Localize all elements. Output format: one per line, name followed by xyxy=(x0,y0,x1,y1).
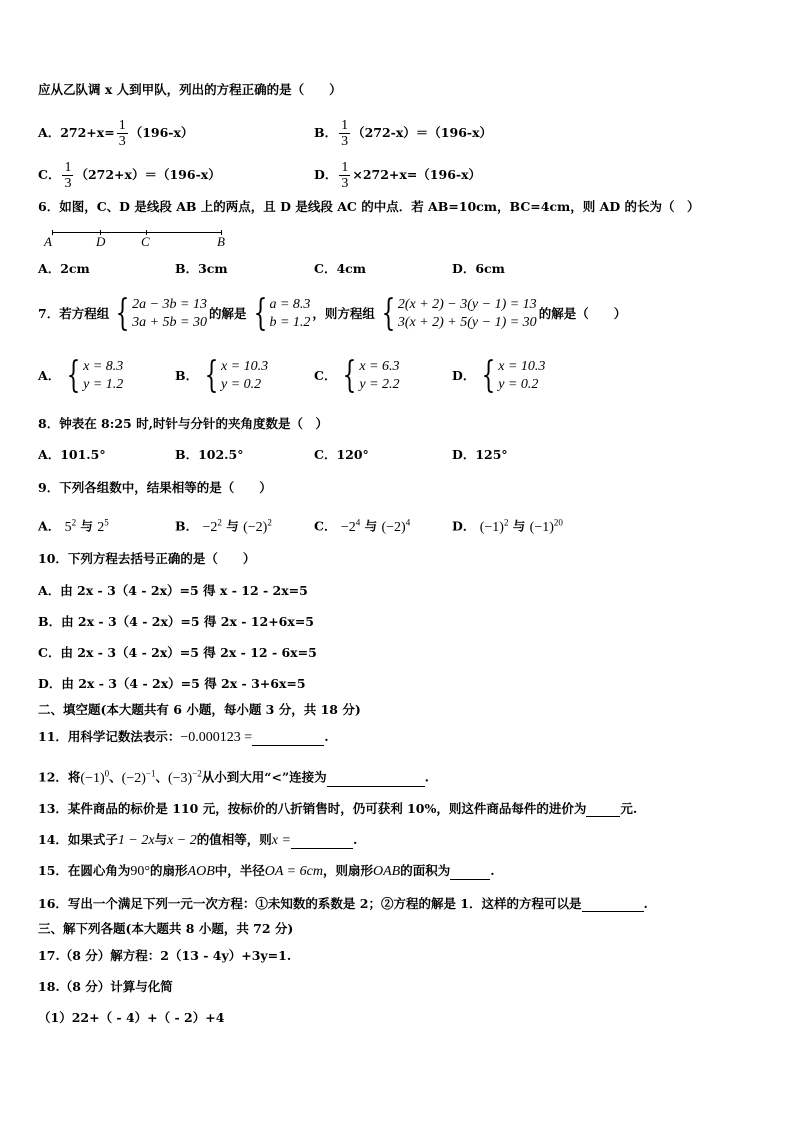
q11 xyxy=(38,729,329,746)
point-b-label: B xyxy=(217,234,225,249)
q11-post: . xyxy=(324,729,329,744)
q13-post: 元. xyxy=(620,801,638,816)
q12-post: 从小到大用“<”连接为 xyxy=(201,769,327,785)
q7-option-c[interactable] xyxy=(314,354,402,398)
q7-sol1-row2: b = 1.2 xyxy=(269,315,311,330)
q7-option-a[interactable] xyxy=(38,354,125,398)
q12-end: . xyxy=(424,769,430,785)
q9-a-term1: $5^2$ xyxy=(64,517,77,535)
q16 xyxy=(38,896,648,912)
q7-option-d[interactable] xyxy=(452,354,547,398)
q14 xyxy=(38,832,357,849)
q9-c-and: 与 xyxy=(364,518,378,534)
q7-d-row2: y = 0.2 xyxy=(498,377,539,392)
q18-part1: （1）22+（ - 4）+（ - 2）+4 xyxy=(38,1010,225,1025)
q5-c-num: 1 xyxy=(64,160,72,175)
q7-sys1-row2: 3a + 5b = 30 xyxy=(132,315,208,330)
q7-b-label: B． xyxy=(175,368,199,383)
q5-c-den: 3 xyxy=(64,176,72,191)
q7-d-system xyxy=(477,355,546,396)
q17: 17.（8 分）解方程：2（13 - 4y）+3y=1. xyxy=(38,948,292,963)
q5-stem: 应从乙队调 x 人到甲队，列出的方程正确的是（ ） xyxy=(38,82,342,97)
brace-icon: { xyxy=(204,355,219,396)
q5-d-den: 3 xyxy=(341,176,349,191)
q6-option-d[interactable]: D．6cm xyxy=(452,261,505,276)
q7-b-row1: x = 10.3 xyxy=(220,359,269,374)
segment-ab-line xyxy=(52,232,222,233)
q5-d-text: ×272+x=（196-x） xyxy=(352,167,482,182)
q5-option-c[interactable] xyxy=(38,160,221,191)
q9-a-term2: $2^5$ xyxy=(97,517,109,535)
q15-sector-aob: AOB xyxy=(187,864,215,879)
q5-c-text: （272+x）＝（196-x） xyxy=(75,167,221,182)
q15-pre: 15．在圆心角为 xyxy=(38,863,131,878)
q10-stem: 10．下列方程去括号正确的是（ ） xyxy=(38,551,256,566)
q9-c-label: C． xyxy=(314,518,337,534)
q9-option-a[interactable] xyxy=(38,514,109,536)
q5-d-label: D． xyxy=(314,167,338,182)
q9-stem: 9．下列各组数中，结果相等的是（ ） xyxy=(38,480,272,495)
q9-c-term2: $(-2)^4$ xyxy=(381,517,411,535)
q11-expr: −0.000123 = xyxy=(180,730,253,745)
q8-option-a[interactable]: A．101.5° xyxy=(38,447,106,462)
q5-d-fraction xyxy=(339,160,350,191)
q9-b-label: B． xyxy=(175,518,199,534)
tick-a xyxy=(52,230,53,235)
brace-icon: { xyxy=(381,293,396,334)
q7-d-label: D． xyxy=(452,368,476,383)
q15-post: 的面积为 xyxy=(400,863,451,878)
q14-end: . xyxy=(352,832,358,847)
q10-option-c[interactable]: C．由 2x - 3（4 - 2x）=5 得 2x - 12 - 6x=5 xyxy=(38,645,317,660)
q7-c-label: C． xyxy=(314,368,337,383)
q11-answer-blank[interactable] xyxy=(252,733,324,746)
q7-stem xyxy=(38,292,626,336)
q12-term2: $(-2)^{-1}$ xyxy=(121,768,156,786)
q12 xyxy=(38,765,429,787)
q14-expr1: 1 − 2x xyxy=(117,833,155,848)
q9-d-term1: $(-1)^2$ xyxy=(479,517,509,535)
q5-b-text: （272-x）＝（196-x） xyxy=(352,125,493,140)
q5-option-d[interactable] xyxy=(314,160,481,191)
q8-option-d[interactable]: D．125° xyxy=(452,447,508,462)
q7-system-2 xyxy=(377,293,537,334)
q6-option-c[interactable]: C．4cm xyxy=(314,261,366,276)
q9-b-term2: $(-2)^2$ xyxy=(243,517,272,535)
q13-text: 13．某件商品的标价是 110 元，按标价的八折销售时，仍可获利 10%，则这件商品每件的进价为 xyxy=(38,801,587,816)
q15-end: . xyxy=(490,863,495,878)
q7-option-b[interactable] xyxy=(175,354,270,398)
q7-sol1-row1: a = 8.3 xyxy=(269,297,311,312)
q12-sep1: 、 xyxy=(109,769,122,785)
q5-d-num: 1 xyxy=(341,160,349,175)
q7-mid2: ，则方程组 xyxy=(312,306,375,321)
q5-c-fraction xyxy=(62,160,73,191)
q15-answer-blank[interactable] xyxy=(450,867,490,880)
q7-c-system xyxy=(338,355,400,396)
brace-icon: { xyxy=(253,293,267,334)
q7-sys2-row2: 3(x + 2) + 5(y − 1) = 30 xyxy=(397,315,537,330)
q5-a-num: 1 xyxy=(118,118,126,133)
q9-a-label: A． xyxy=(38,518,61,534)
q15-sector-oab: OAB xyxy=(372,864,401,879)
q5-b-fraction xyxy=(339,118,350,149)
q14-answer-blank[interactable] xyxy=(291,836,353,849)
section-3-heading: 三、解下列各题(本大题共 8 小题，共 72 分) xyxy=(38,921,294,936)
q5-a-label: A． xyxy=(38,125,61,140)
q8-option-c[interactable]: C．120° xyxy=(314,447,369,462)
brace-icon: { xyxy=(343,355,357,396)
q7-mid1: 的解是 xyxy=(209,306,247,321)
q9-c-term1: $-2^4$ xyxy=(340,517,361,535)
q9-b-term1: $-2^2$ xyxy=(202,517,222,535)
q12-sep2: 、 xyxy=(155,769,168,785)
q15-mid2: 中，半径 xyxy=(214,863,265,878)
q5-b-label: B． xyxy=(314,125,338,140)
q15-mid1: 的扇形 xyxy=(150,863,188,878)
q5-b-num: 1 xyxy=(341,118,349,133)
q13 xyxy=(38,801,637,817)
brace-icon: { xyxy=(115,293,130,334)
q7-a-row1: x = 8.3 xyxy=(83,359,124,374)
q5-a-text: 272+x= xyxy=(60,125,115,140)
q14-expr3: x = xyxy=(271,833,291,848)
point-a-label: A xyxy=(44,234,52,249)
point-d-label: D xyxy=(96,234,106,249)
q7-d-row1: x = 10.3 xyxy=(498,359,546,374)
q7-c-row2: y = 2.2 xyxy=(359,377,400,392)
q8-stem: 8．钟表在 8:25 时,时针与分针的夹角度数是（ ） xyxy=(38,416,328,431)
q8-option-b[interactable]: B．102.5° xyxy=(175,447,244,462)
q15-radius: OA = 6cm xyxy=(264,864,323,879)
q16-end: . xyxy=(643,896,648,911)
q9-d-term2: $(-1)^{20}$ xyxy=(529,517,563,535)
q9-option-d[interactable] xyxy=(452,514,563,536)
q14-mid: 与 xyxy=(154,832,168,847)
q15 xyxy=(38,863,495,880)
q14-expr2: x − 2 xyxy=(167,833,197,848)
brace-icon: { xyxy=(66,355,81,396)
q7-c-row1: x = 6.3 xyxy=(359,359,400,374)
q7-pre: 7．若方程组 xyxy=(38,306,110,321)
brace-icon: { xyxy=(481,355,496,396)
q7-sys2-row1: 2(x + 2) − 3(y − 1) = 13 xyxy=(397,297,537,312)
q10-option-d[interactable]: D．由 2x - 3（4 - 2x）=5 得 2x - 3+6x=5 xyxy=(38,676,306,691)
q5-a-tail: （196-x） xyxy=(129,125,194,140)
q12-pre: 12．将 xyxy=(38,769,81,785)
q9-option-c[interactable] xyxy=(314,514,410,536)
q10-option-a[interactable]: A．由 2x - 3（4 - 2x）=5 得 x - 12 - 2x=5 xyxy=(38,583,308,598)
q14-post: 的值相等，则 xyxy=(196,832,272,847)
q7-solution-1 xyxy=(249,293,311,334)
q9-d-label: D． xyxy=(452,518,476,534)
q10-option-b[interactable]: B．由 2x - 3（4 - 2x）=5 得 2x - 12+6x=5 xyxy=(38,614,315,629)
q6-stem: 6．如图，C、D 是线段 AB 上的两点，且 D 是线段 AC 的中点．若 AB=10cm，BC=4cm，则 AD 的长为（ ） xyxy=(38,199,700,214)
q12-term3: $(-3)^{-2}$ xyxy=(167,768,202,786)
q5-option-b[interactable] xyxy=(314,118,492,149)
q9-b-and: 与 xyxy=(226,518,239,534)
q7-b-system xyxy=(200,355,269,396)
q15-mid3: ，则扇形 xyxy=(322,863,373,878)
q11-pre: 11．用科学记数法表示： xyxy=(38,729,181,744)
q9-option-b[interactable] xyxy=(175,514,272,536)
q12-term1: $(-1)^0$ xyxy=(80,768,110,786)
q5-c-label: C． xyxy=(38,167,61,182)
q7-sys1-row1: 2a − 3b = 13 xyxy=(132,297,208,312)
q7-post: 的解是（ ） xyxy=(538,306,627,321)
q5-a-den: 3 xyxy=(118,134,126,149)
q5-b-den: 3 xyxy=(341,134,349,149)
q18: 18.（8 分）计算与化简 xyxy=(38,979,173,994)
q5-option-a[interactable] xyxy=(38,118,193,149)
q7-system-1 xyxy=(111,293,208,334)
q7-b-row2: y = 0.2 xyxy=(220,377,262,392)
q9-d-and: 与 xyxy=(512,518,526,534)
q12-answer-blank[interactable] xyxy=(327,774,425,787)
q16-answer-blank[interactable] xyxy=(582,899,644,912)
q5-a-fraction xyxy=(117,118,128,149)
q13-answer-blank[interactable] xyxy=(586,804,620,817)
q7-a-label: A． xyxy=(38,368,61,383)
q7-a-system xyxy=(62,355,124,396)
q7-a-row2: y = 1.2 xyxy=(83,377,124,392)
q16-text: 16．写出一个满足下列一元一次方程：①未知数的系数是 2；②方程的解是 1．这样的方程可以是 xyxy=(38,896,582,911)
q6-option-b[interactable]: B．3cm xyxy=(175,261,228,276)
q14-pre: 14．如果式子 xyxy=(38,832,118,847)
point-c-label: C xyxy=(141,234,150,249)
section-2-heading: 二、填空题(本大题共有 6 小题，每小题 3 分，共 18 分) xyxy=(38,702,361,717)
q15-angle: 90° xyxy=(130,864,151,879)
q9-a-and: 与 xyxy=(80,518,93,534)
q6-option-a[interactable]: A．2cm xyxy=(38,261,90,276)
